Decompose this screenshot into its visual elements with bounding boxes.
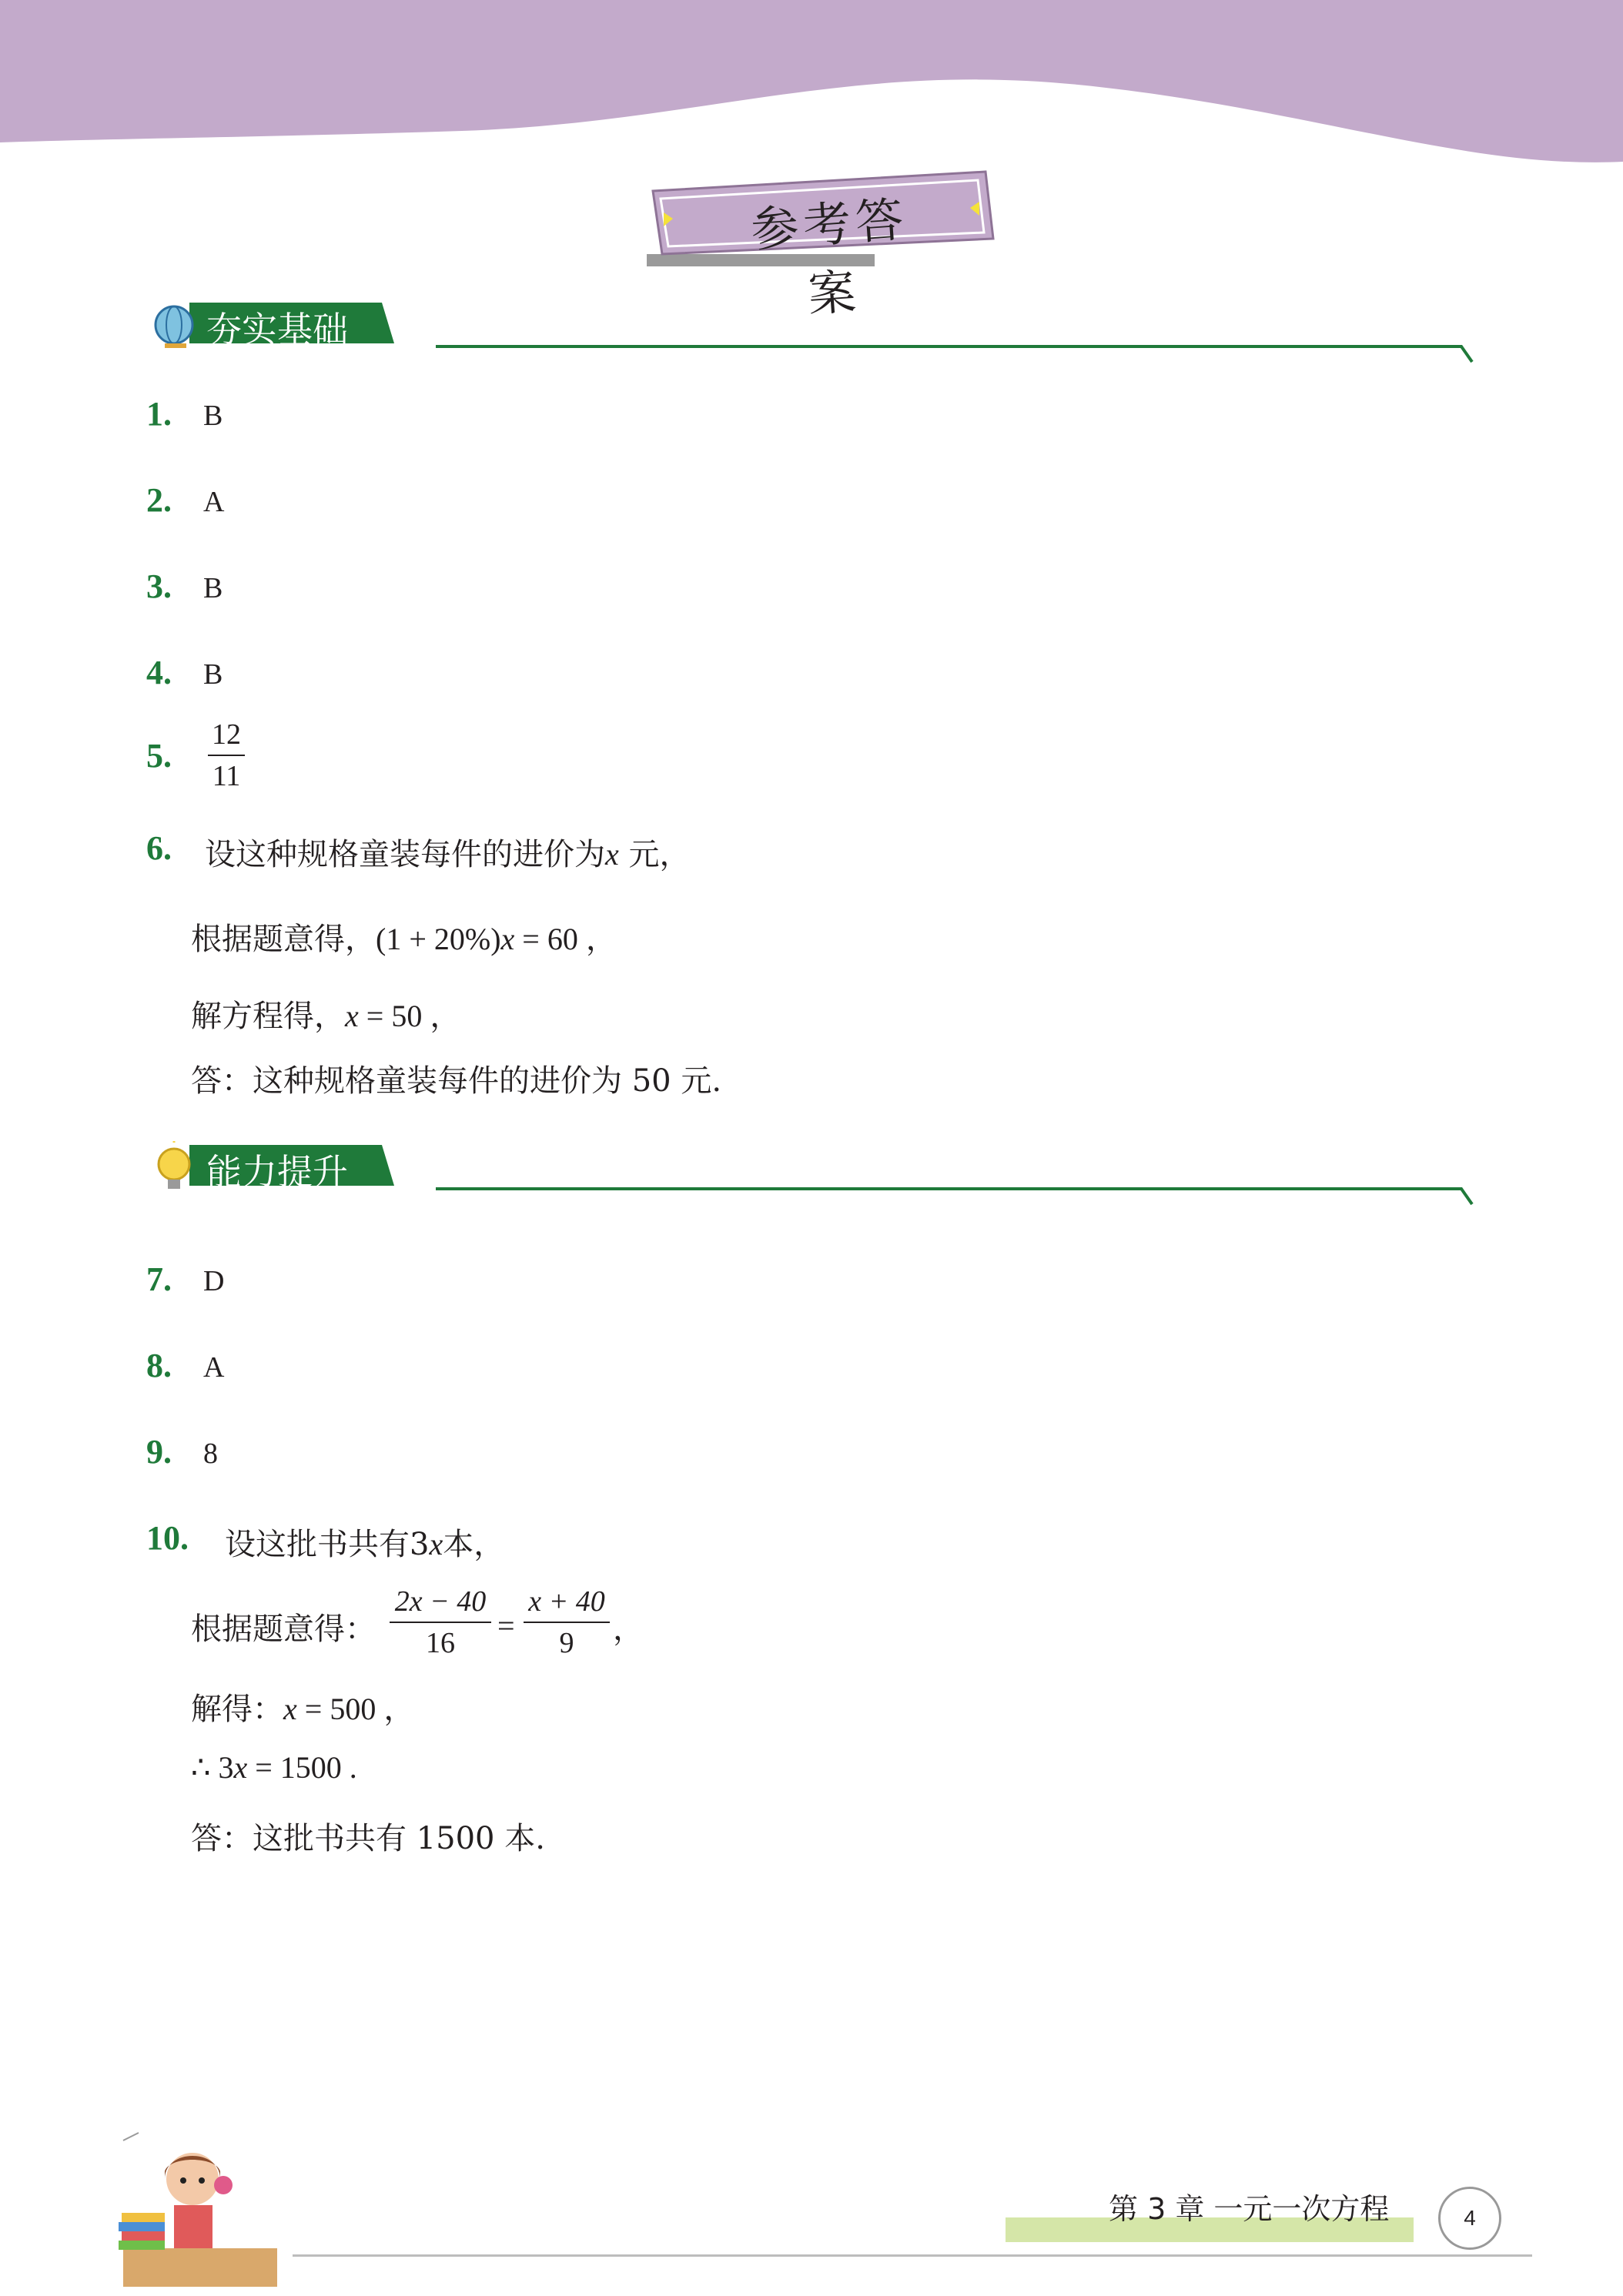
answer-text: 8 — [203, 1438, 218, 1470]
section-header-advanced — [151, 1141, 1475, 1195]
fraction — [208, 718, 245, 793]
question-number: 5. — [146, 737, 172, 775]
solution-line: 根据题意得，(1 + 20%)x = 60 ， — [191, 922, 617, 957]
solution-line: 解方程得，x = 50 ， — [191, 999, 461, 1034]
answer-text: B — [203, 400, 223, 432]
fraction-numerator: x + 40 — [528, 1585, 605, 1618]
question-number: 2. — [146, 481, 172, 519]
section-label-advanced: 能力提升 — [206, 1151, 348, 1193]
solution-line: 根据题意得： — [191, 1612, 376, 1647]
fraction — [390, 1585, 491, 1660]
fraction-denominator: 16 — [426, 1627, 455, 1659]
solution-line: 解得：x = 500 ， — [191, 1692, 415, 1727]
globe-icon — [156, 306, 192, 343]
question-number: 4. — [146, 654, 172, 691]
solution-line: 设这批书共有3x本， — [225, 1527, 505, 1562]
question-number: 8. — [146, 1347, 172, 1384]
fraction-denominator: 9 — [559, 1627, 574, 1659]
answer-text: D — [203, 1265, 225, 1297]
section-header-basic — [151, 299, 1475, 353]
question-number: 7. — [146, 1260, 172, 1298]
footer-rule — [293, 2254, 1532, 2257]
fraction-numerator: 2x − 40 — [394, 1585, 487, 1618]
question-number: 10. — [146, 1519, 189, 1557]
section-header-graphic — [151, 299, 1475, 368]
lightbulb-icon — [159, 1149, 189, 1180]
equals-sign: = — [497, 1608, 515, 1643]
solution-line: 设这种规格童装每件的进价为x 元， — [205, 837, 691, 872]
answer-text: A — [203, 486, 225, 518]
fraction-denominator: 11 — [212, 760, 241, 792]
chapter-title: 第 3 章 一元一次方程 — [1109, 2192, 1390, 2226]
header-banner — [0, 0, 1623, 169]
question-number: 1. — [146, 395, 172, 433]
answer-text: A — [203, 1351, 225, 1384]
fraction-numerator: 12 — [212, 718, 241, 751]
answer-text: B — [203, 658, 223, 691]
page-number: 4 — [1438, 2187, 1501, 2250]
section-label-basic: 夯实基础 — [206, 309, 348, 350]
page-title: 参考答案 — [748, 191, 910, 323]
question-number: 6. — [146, 829, 172, 867]
question-number: 9. — [146, 1433, 172, 1471]
solution-line: 答：这批书共有 1500 本. — [191, 1821, 545, 1856]
answer-text: B — [203, 572, 223, 604]
fraction — [524, 1585, 610, 1660]
question-number: 3. — [146, 567, 172, 605]
solution-line: 答：这种规格童装每件的进价为 50 元. — [191, 1063, 722, 1099]
comma: ， — [613, 1612, 644, 1647]
solution-line: ∴ 3x = 1500 . — [191, 1750, 357, 1785]
section-header-graphic — [151, 1141, 1475, 1210]
girl-reading-illustration — [108, 2125, 323, 2296]
